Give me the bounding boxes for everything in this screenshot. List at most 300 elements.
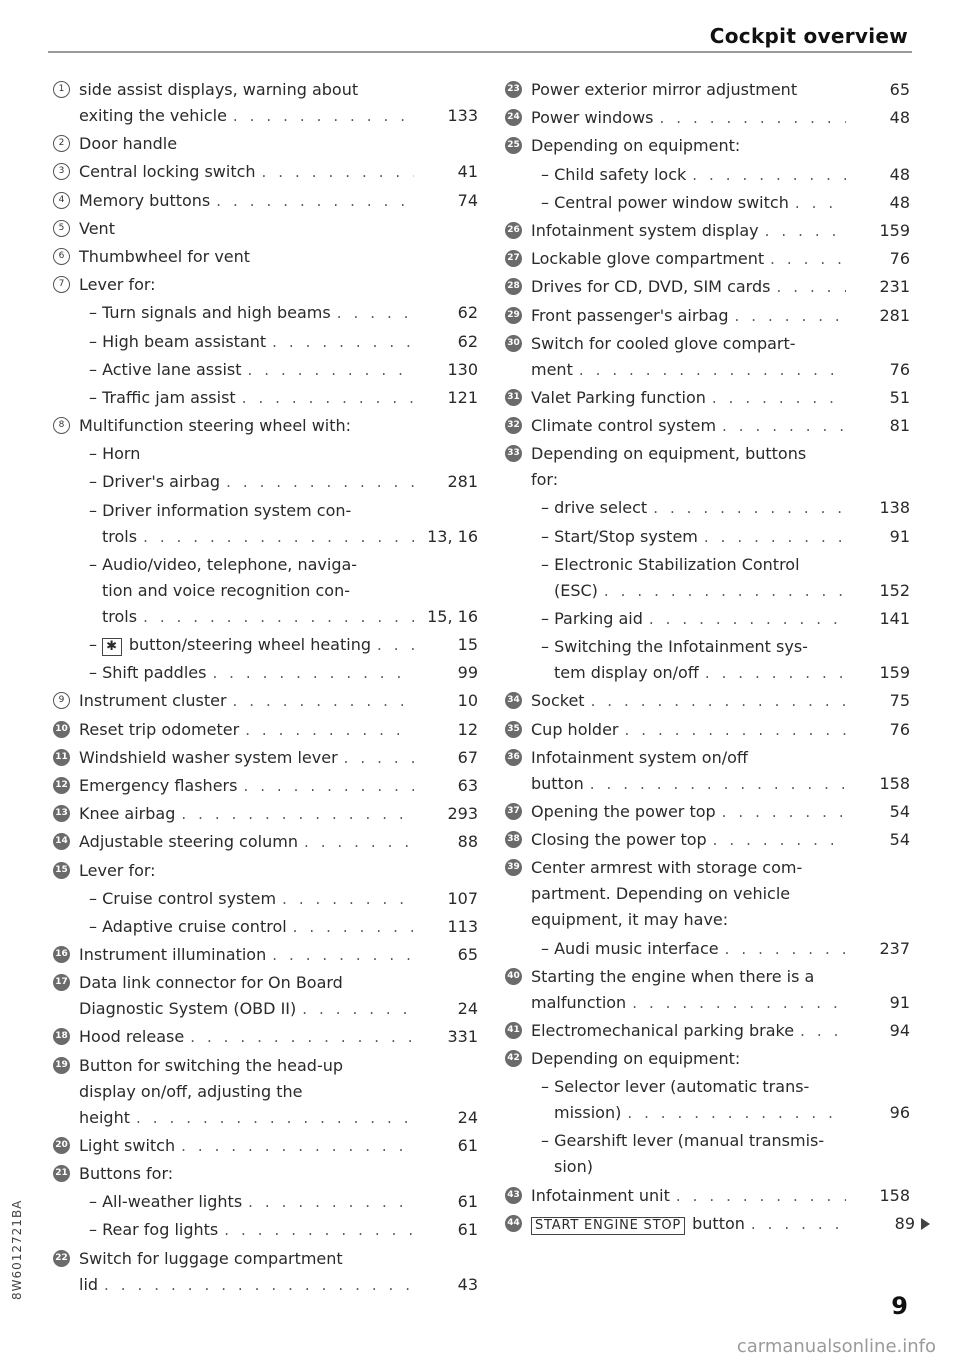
dot-leader [184,1024,414,1050]
dot-leader [654,105,847,131]
index-entry [505,1183,913,1209]
dot-leader [584,771,846,797]
callout-number-marker: 11 [53,749,70,766]
page-reference-number[interactable]: 24 [457,1107,478,1127]
page-reference[interactable] [414,103,481,129]
page-reference[interactable] [414,1105,481,1131]
entry-text: – Child safety lock [541,164,687,184]
entry-text: Memory buttons [79,190,211,210]
dot-leader [759,218,846,244]
page-reference-number[interactable]: 159 [879,663,910,683]
entry-text: – Traffic jam assist [89,387,236,407]
page-reference-number[interactable]: 76 [889,719,910,739]
entry-text: Lever for: [79,275,156,295]
entry-text: Switch for cooled glove compart- [531,333,796,353]
page-reference[interactable] [846,717,913,743]
page-reference[interactable] [846,799,913,825]
page-reference-number[interactable]: 65 [457,945,478,965]
callout-number-marker: 13 [53,805,70,822]
callout-number-marker: 32 [505,417,522,434]
index-entry-line [53,1272,481,1298]
page-reference[interactable] [846,162,913,188]
page-reference-number[interactable]: 96 [889,1103,910,1123]
dot-leader [745,1211,850,1237]
index-entry [505,855,913,933]
entry-text: Power windows [531,108,654,128]
entry-text: tem display on/off [554,663,699,683]
dot-leader [729,303,846,329]
index-entry [53,300,481,326]
page-reference-number[interactable]: 91 [889,526,910,546]
dot-leader [137,524,414,550]
index-entry [505,964,913,1016]
button-key-symbol: START ENGINE STOP [531,1217,685,1235]
right-index-column [505,77,913,1239]
index-entry-line [53,357,481,383]
index-entry-line [505,385,913,411]
entry-text: button [687,1213,745,1233]
page-reference-number[interactable]: 94 [889,1020,910,1040]
dot-leader [137,604,414,630]
page-reference[interactable] [414,604,481,630]
page-reference-number[interactable]: 43 [457,1274,478,1294]
callout-number-marker: 37 [505,803,522,820]
page-reference-number[interactable]: 237 [879,938,910,958]
page-reference-number[interactable]: 133 [447,106,478,125]
callout-number-marker: 9 [53,692,70,709]
entry-text: ment [531,359,573,379]
page-reference[interactable] [414,385,481,411]
index-entry-line [505,552,913,578]
page-reference-number[interactable]: 81 [889,416,910,436]
page-reference[interactable] [846,990,913,1016]
page-reference-number[interactable]: 15 [457,635,478,654]
index-entry-line [53,717,481,743]
dot-leader [598,578,846,604]
index-entry-line [53,688,481,714]
index-entry-line [53,159,481,185]
index-entry [505,413,913,439]
page-reference-number[interactable]: 121 [447,387,478,407]
page-reference-number[interactable]: 158 [879,1185,910,1205]
entry-text: – Driver information system con- [89,500,352,520]
page-reference[interactable] [414,1024,481,1050]
callout-number-marker: 44 [505,1215,522,1232]
index-entry-line [53,413,481,439]
dot-leader [626,990,846,1016]
entry-text: Cup holder [531,719,619,739]
dot-leader [764,246,846,272]
dot-leader [647,495,846,521]
entry-text: (ESC) [554,580,598,600]
page-reference-number[interactable]: 62 [457,303,478,323]
page-reference-number[interactable]: 54 [889,830,910,850]
page-header-title: Cockpit overview [709,24,908,48]
entry-text: – Selector lever (automatic trans- [541,1077,810,1097]
page-reference[interactable] [846,1018,913,1044]
page-reference-number[interactable]: 113 [447,916,478,936]
dot-leader [298,829,414,855]
callout-number-marker: 31 [505,389,522,406]
page-reference-number[interactable]: 51 [889,387,910,407]
page-reference-number[interactable]: 13, 16 [427,526,478,546]
page-reference[interactable] [414,688,481,714]
index-entry [505,190,913,216]
index-entry [505,552,913,604]
callout-number-marker: 8 [53,417,70,434]
page-reference-number[interactable]: 61 [457,1220,478,1240]
index-entry-line [53,1053,481,1079]
callout-number-marker: 38 [505,831,522,848]
index-entry-line [53,660,481,686]
page-reference-number[interactable]: 62 [457,331,478,351]
index-entry-line [505,745,913,771]
page-reference[interactable] [414,914,481,940]
index-entry-line [505,717,913,743]
entry-text: sion) [554,1157,593,1177]
continue-arrow-icon [921,1218,930,1230]
index-entry [53,272,481,298]
index-entry-line [505,1183,913,1209]
page-reference[interactable] [846,827,913,853]
page-reference[interactable] [846,771,913,797]
page-reference-number[interactable]: 10 [457,691,478,711]
index-entry [505,688,913,714]
page-reference-number[interactable]: 15, 16 [427,606,478,626]
entry-text: tion and voice recognition con- [102,580,350,600]
dot-leader [670,1183,846,1209]
page-reference-number[interactable]: 74 [457,190,478,210]
page-reference[interactable] [414,1133,481,1159]
page-reference-number[interactable]: 152 [879,580,910,600]
index-entry [505,441,913,493]
index-entry [53,773,481,799]
dot-leader [331,300,414,326]
page-reference-number[interactable]: 159 [879,220,910,240]
index-entry [505,331,913,383]
page-reference[interactable] [414,1272,481,1298]
index-entry-line [53,886,481,912]
page-reference[interactable] [414,1217,481,1243]
page-reference[interactable] [414,632,481,658]
index-entry-line [53,801,481,827]
page-reference-number[interactable]: 76 [889,249,910,269]
index-entry-line [53,300,481,326]
index-entry-line [505,133,913,159]
index-entry-line [505,77,913,103]
index-entry [505,1211,913,1237]
entry-text: – Horn [89,444,141,464]
page-reference[interactable] [846,385,913,411]
entry-text: – Rear fog lights [89,1220,219,1240]
callout-number-marker: 20 [53,1137,70,1154]
entry-text: Drives for CD, DVD, SIM cards [531,277,771,297]
index-entry-line [53,858,481,884]
page-reference-number[interactable]: 89 [894,1213,915,1233]
callout-number-marker: 21 [53,1165,70,1182]
index-entry-line [53,77,481,103]
index-entry [53,469,481,495]
page-reference[interactable] [414,159,481,185]
page-reference[interactable] [846,218,913,244]
page-reference-number[interactable]: 48 [889,164,910,184]
entry-text: Windshield washer system lever [79,747,338,767]
page-reference[interactable] [414,801,481,827]
entry-text: trols [102,606,138,626]
entry-text: Depending on equipment, buttons [531,444,807,464]
page-reference[interactable] [414,524,481,550]
index-entry [505,799,913,825]
page-reference[interactable] [414,996,481,1022]
entry-text: – Audi music interface [541,938,719,958]
page-reference-number[interactable]: 76 [889,359,910,379]
page-reference-number[interactable]: 48 [889,108,910,128]
index-entry [53,1053,481,1131]
index-entry-line [505,771,913,797]
index-entry-line [53,632,481,658]
page-reference-number[interactable]: 48 [889,192,910,212]
callout-number-marker: 19 [53,1057,70,1074]
index-entry [505,133,913,159]
dot-leader [227,103,414,129]
index-entry-line [505,524,913,550]
page-reference[interactable] [414,469,481,495]
page-reference-number[interactable]: 281 [447,472,478,492]
page-reference-number[interactable]: 54 [889,801,910,821]
page-reference-number[interactable]: 67 [457,747,478,767]
index-entry-line [505,441,913,467]
dot-leader [206,660,414,686]
entry-text: height [79,1107,130,1127]
page-number: 9 [891,1292,908,1320]
page-reference-number[interactable]: 63 [457,775,478,795]
index-entry-line [53,272,481,298]
page-reference-number[interactable]: 41 [457,162,478,182]
index-entry-line [53,773,481,799]
page-reference[interactable] [846,495,913,521]
index-entry [53,159,481,185]
page-reference[interactable] [846,190,913,216]
index-entry-line [53,1133,481,1159]
index-entry-line [505,218,913,244]
entry-text: Infotainment system display [531,220,759,240]
page-reference[interactable] [846,936,913,962]
entry-text: – Active lane assist [89,359,242,379]
entry-text: Socket [531,691,585,711]
page-reference[interactable] [414,773,481,799]
entry-prefix: – [89,635,103,654]
page-reference[interactable] [846,77,913,103]
entry-text: side assist displays, warning about [79,80,359,99]
index-entry [53,858,481,884]
page-reference[interactable] [414,829,481,855]
index-entry-line [53,103,481,129]
page-reference[interactable] [414,329,481,355]
callout-number-marker: 18 [53,1028,70,1045]
entry-text: trols [102,526,138,546]
page-reference[interactable] [414,357,481,383]
page-reference[interactable] [846,1183,913,1209]
page-reference-number[interactable]: 107 [447,888,478,908]
page-reference-number[interactable]: 61 [457,1192,478,1212]
callout-number-marker: 3 [53,163,70,180]
entry-text: Switch for luggage compartment [79,1248,343,1268]
page-reference-number[interactable]: 99 [457,663,478,683]
page-reference[interactable] [414,942,481,968]
page-reference[interactable] [846,274,913,300]
entry-text: partment. Depending on vehicle [531,884,791,904]
index-entry [505,1128,913,1180]
index-entry [505,303,913,329]
page-reference[interactable] [846,688,913,714]
dot-leader [98,1272,414,1298]
index-entry-line [53,1217,481,1243]
index-entry-line [505,964,913,990]
entry-text: for: [531,470,559,490]
page-reference[interactable] [414,745,481,771]
entry-text: mission) [554,1103,622,1123]
page-reference[interactable] [846,1100,913,1126]
callout-number-marker: 29 [505,307,522,324]
index-entry [53,329,481,355]
page-reference[interactable] [846,303,913,329]
page-reference[interactable] [414,188,481,214]
index-entry [53,385,481,411]
dot-leader [698,524,846,550]
page-reference[interactable] [414,1189,481,1215]
page-reference-number[interactable]: 88 [457,832,478,852]
entry-text: Light switch [79,1135,176,1155]
dot-leader [707,827,846,853]
index-entry-line [53,745,481,771]
page-reference[interactable] [846,524,913,550]
index-entry-line [53,914,481,940]
page-reference-number[interactable]: 141 [879,609,910,628]
page-reference[interactable] [846,606,913,632]
page-reference-number[interactable]: 61 [457,1135,478,1155]
page-reference[interactable] [414,717,481,743]
page-reference-number[interactable]: 281 [879,305,910,325]
entry-text: – Electronic Stabilization Control [541,554,800,574]
index-entry-line [53,1246,481,1272]
entry-text: Electromechanical parking brake [531,1020,795,1040]
page-reference[interactable] [846,660,913,686]
index-entry [53,1133,481,1159]
index-entry-line [505,357,913,383]
index-entry-line [505,162,913,188]
entry-text: – Start/Stop system [541,526,698,546]
entry-text: Reset trip odometer [79,719,240,739]
dot-leader [239,717,414,743]
index-entry-line [505,1128,913,1154]
page-reference-number[interactable]: 138 [879,498,910,518]
index-entry [53,632,481,658]
page-reference[interactable] [846,578,913,604]
index-entry-line [505,331,913,357]
page-reference[interactable] [846,246,913,272]
entry-text: display on/off, adjusting the [79,1081,303,1101]
callout-number-marker: 39 [505,859,522,876]
entry-text: button [531,773,584,793]
page-reference[interactable] [414,300,481,326]
index-entry-line [505,936,913,962]
index-entry [53,1024,481,1050]
callout-number-marker: 4 [53,192,70,209]
index-entry [53,1217,481,1243]
entry-text: Starting the engine when there is a [531,966,815,986]
callout-number-marker: 40 [505,968,522,985]
index-entry-line [53,970,481,996]
index-entry-line [505,467,913,493]
entry-text: Vent [79,218,115,238]
page-reference[interactable] [846,357,913,383]
page-reference[interactable] [414,886,481,912]
index-entry-line [53,469,481,495]
dot-leader [621,1100,846,1126]
page-reference-number[interactable]: 293 [447,804,478,824]
entry-text: Hood release [79,1027,185,1047]
page-reference[interactable] [846,105,913,131]
page-reference[interactable] [414,660,481,686]
entry-text: Infotainment unit [531,1185,670,1205]
index-entry-line [53,1079,481,1105]
index-entry-line [53,441,481,467]
entry-text: Front passenger's airbag [531,305,729,325]
page-reference-number[interactable]: 65 [889,80,910,99]
dot-leader [699,660,846,686]
dot-leader [218,1217,414,1243]
index-entry [53,77,481,129]
header-rule [48,51,912,53]
document-code: 8W6012721BA [10,1199,24,1300]
entry-text: Depending on equipment: [531,1049,741,1069]
index-entry-line [505,413,913,439]
index-entry-line [53,996,481,1022]
index-entry [53,942,481,968]
page-reference[interactable] [850,1211,933,1237]
page-reference-number[interactable]: 130 [447,359,478,379]
index-entry [505,717,913,743]
page-reference-number[interactable]: 158 [879,773,910,793]
index-entry-line [505,634,913,660]
index-entry-line [505,606,913,632]
index-entry [505,105,913,131]
index-entry-line [53,1105,481,1131]
index-entry-line [505,990,913,1016]
entry-text: Data link connector for On Board [79,973,343,993]
page-reference-number[interactable]: 231 [879,277,910,297]
callout-number-marker: 14 [53,833,70,850]
entry-text: Infotainment system on/off [531,747,748,767]
page-reference-number[interactable]: 75 [889,691,910,711]
index-entry-line [505,907,913,933]
index-entry [53,413,481,439]
index-entry-line [505,1211,913,1237]
dot-leader [789,190,846,216]
page-reference-number[interactable]: 24 [457,999,478,1019]
page-reference-number[interactable]: 331 [447,1027,478,1047]
callout-number-marker: 6 [53,248,70,265]
page-reference-number[interactable]: 91 [889,992,910,1012]
index-entry-line [53,829,481,855]
callout-number-marker: 2 [53,135,70,152]
page-reference-number[interactable]: 12 [457,719,478,739]
index-entry [505,246,913,272]
callout-number-marker: 25 [505,137,522,154]
entry-text: Opening the power top [531,801,716,821]
entry-text: Button for switching the head-up [79,1055,344,1075]
page-reference[interactable] [846,413,913,439]
